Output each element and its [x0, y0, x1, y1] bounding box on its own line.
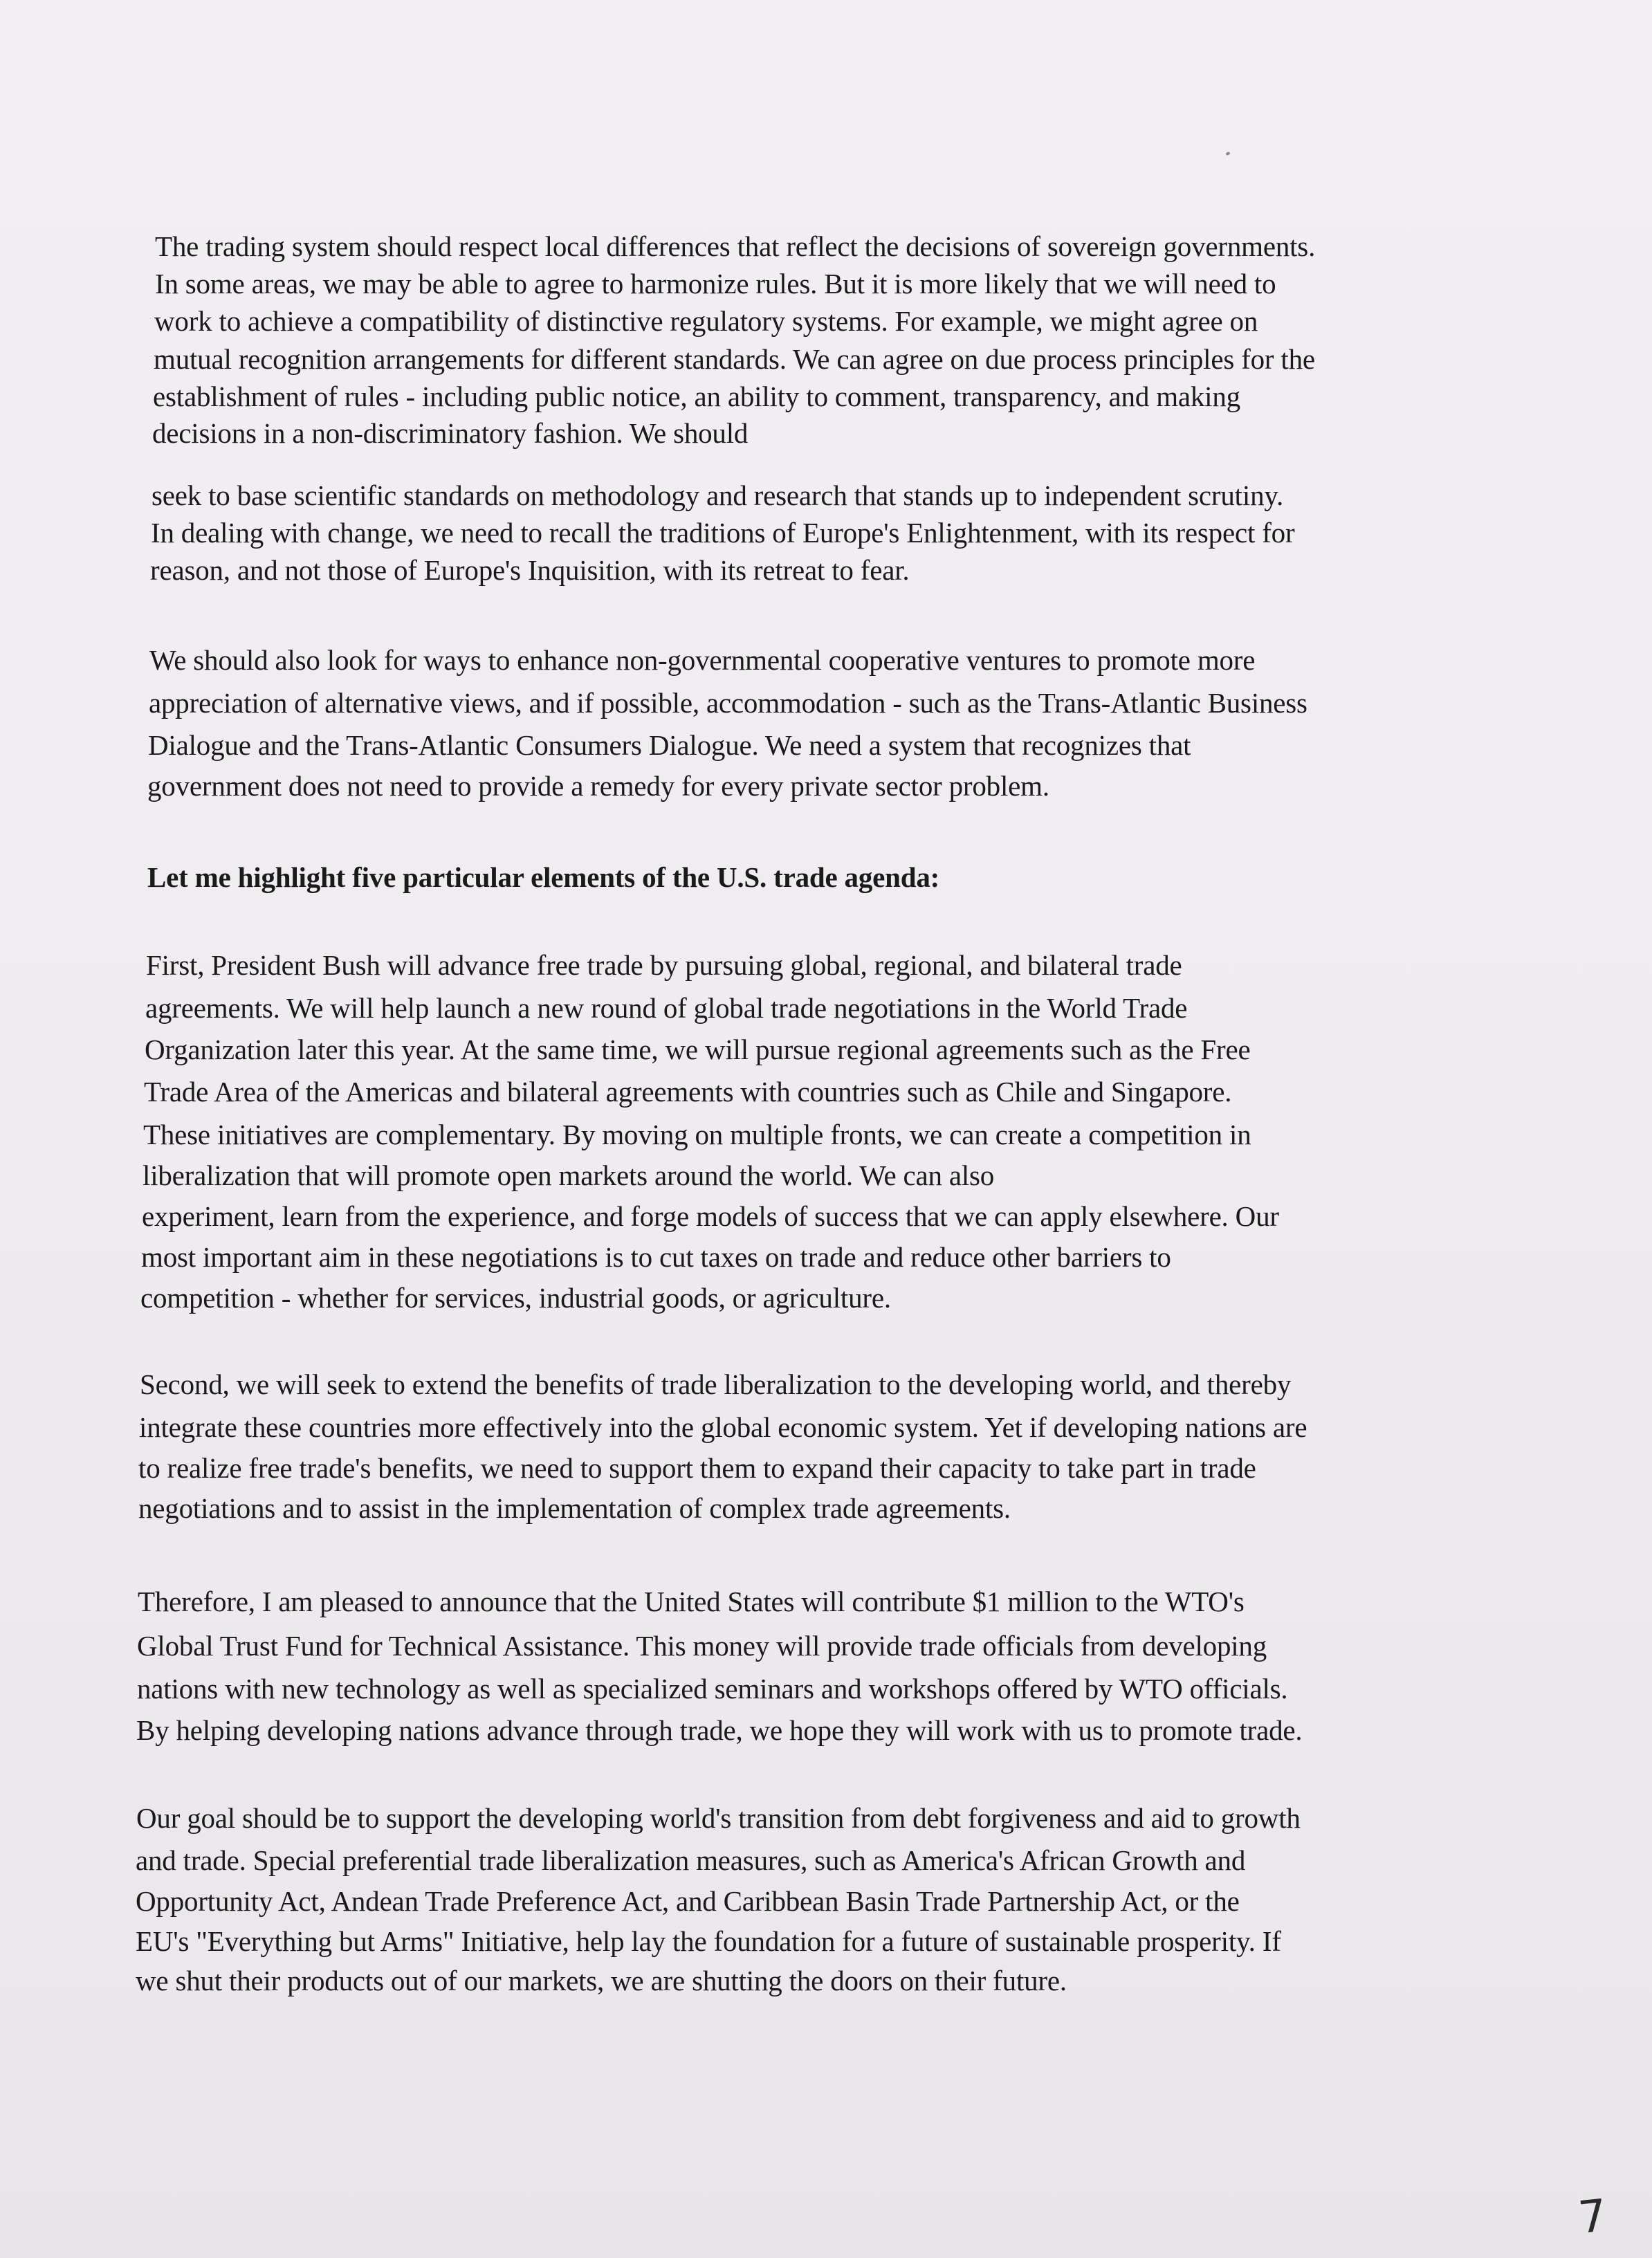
text-line: mutual recognition arrangements for different standards. We can agree on due process principles for the: [154, 343, 1315, 375]
text-line: agreements. We will help launch a new round of global trade negotiations in the World Trade: [145, 992, 1188, 1024]
text-line: and trade. Special preferential trade liberalization measures, such as America's African Growth and: [136, 1844, 1246, 1876]
text-line: The trading system should respect local differences that reflect the decisions of sovereign governments.: [155, 230, 1316, 262]
text-line: decisions in a non-discriminatory fashion. We should: [152, 417, 749, 449]
text-line: appreciation of alternative views, and if possible, accommodation - such as the Trans-Atlantic Business: [149, 687, 1307, 719]
text-line: We should also look for ways to enhance non-governmental cooperative ventures to promote more: [149, 644, 1256, 676]
text-line: EU's "Everything but Arms" Initiative, help lay the foundation for a future of sustainable prosperity. If: [136, 1925, 1281, 1957]
text-line: Global Trust Fund for Technical Assistance. This money will provide trade officials from developing: [137, 1630, 1267, 1662]
text-line: government does not need to provide a remedy for every private sector problem.: [147, 770, 1049, 802]
text-line: First, President Bush will advance free trade by pursuing global, regional, and bilateral trade: [146, 949, 1182, 981]
text-line: Trade Area of the Americas and bilateral agreements with countries such as Chile and Singapore.: [144, 1076, 1232, 1108]
text-line: Organization later this year. At the same time, we will pursue regional agreements such as the Free: [145, 1034, 1251, 1065]
text-line: seek to base scientific standards on methodology and research that stands up to independent scrutiny.: [152, 479, 1284, 511]
text-line: In dealing with change, we need to recall the traditions of Europe's Enlightenment, with its respect for: [151, 517, 1295, 549]
text-line: By helping developing nations advance through trade, we hope they will work with us to promote trade.: [136, 1714, 1303, 1746]
text-line: In some areas, we may be able to agree to harmonize rules. But it is more likely that we will need to: [155, 268, 1276, 300]
text-line: Our goal should be to support the developing world's transition from debt forgiveness and aid to growth: [136, 1802, 1301, 1834]
text-line: Therefore, I am pleased to announce that the United States will contribute $1 million to the WTO's: [138, 1586, 1245, 1617]
text-line: establishment of rules - including public notice, an ability to comment, transparency, and making: [153, 380, 1240, 412]
text-line: negotiations and to assist in the implementation of complex trade agreements.: [138, 1492, 1011, 1524]
text-line: Second, we will seek to extend the benefits of trade liberalization to the developing world, and thereby: [140, 1368, 1292, 1400]
text-line: integrate these countries more effectively into the global economic system. Yet if developing nations are: [139, 1411, 1307, 1443]
paper-speck: [1225, 152, 1230, 156]
text-line: most important aim in these negotiations is to cut taxes on trade and reduce other barriers to: [141, 1241, 1171, 1273]
text-line: These initiatives are complementary. By moving on multiple fronts, we can create a competition in: [143, 1119, 1251, 1150]
text-line: experiment, learn from the experience, and forge models of success that we can apply elsewhere. Our: [142, 1200, 1279, 1232]
text-line: nations with new technology as well as specialized seminars and workshops offered by WTO officials.: [137, 1673, 1288, 1705]
heading-five-elements: Let me highlight five particular elements of the U.S. trade agenda:: [147, 861, 940, 893]
text-line: work to achieve a compatibility of distinctive regulatory systems. For example, we might agree on: [154, 305, 1258, 337]
text-line: to realize free trade's benefits, we need to support them to expand their capacity to take part in trade: [138, 1452, 1256, 1484]
text-line: reason, and not those of Europe's Inquisition, with its retreat to fear.: [150, 554, 910, 586]
text-line: competition - whether for services, industrial goods, or agriculture.: [140, 1282, 891, 1314]
text-line: Dialogue and the Trans-Atlantic Consumers Dialogue. We need a system that recognizes that: [148, 729, 1191, 761]
text-line: liberalization that will promote open markets around the world. We can also: [143, 1159, 995, 1191]
page-number: 7: [1576, 2190, 1610, 2244]
text-line: we shut their products out of our markets, we are shutting the doors on their future.: [136, 1965, 1067, 1997]
text-line: Opportunity Act, Andean Trade Preference Act, and Caribbean Basin Trade Partnership Act, or the: [136, 1885, 1240, 1917]
